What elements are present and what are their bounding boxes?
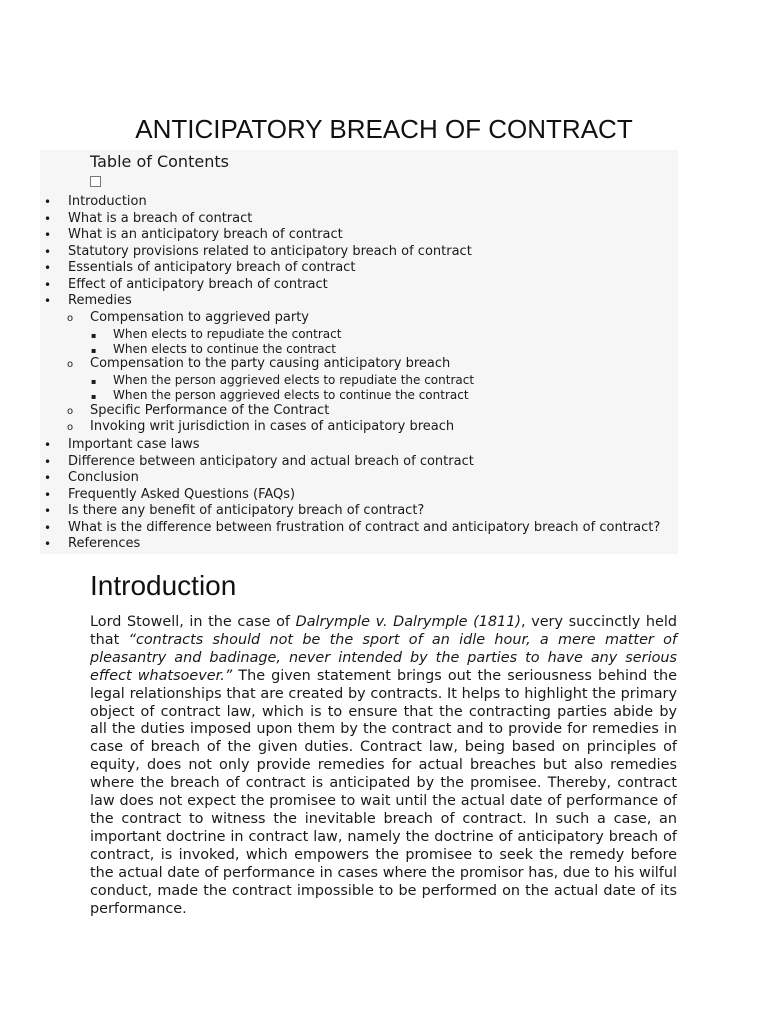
toc-link[interactable]: Effect of anticipatory breach of contract xyxy=(68,276,328,292)
toc-link[interactable]: Important case laws xyxy=(68,437,200,452)
toc-toggle-checkbox[interactable] xyxy=(90,176,101,187)
toc-link[interactable]: Specific Performance of the Contract xyxy=(90,403,330,418)
toc-link[interactable]: What is a breach of contract xyxy=(68,210,253,226)
toc-bullet-icon: • xyxy=(44,195,52,209)
toc-bullet-icon: • xyxy=(44,294,52,308)
document-title: ANTICIPATORY BREACH OF CONTRACT xyxy=(135,114,633,144)
intro-text-part1: Lord Stowell, in the case of xyxy=(90,614,296,630)
toc-bullet-icon: o xyxy=(67,359,74,370)
intro-text-part2: , very succinctly held that xyxy=(90,614,677,648)
introduction-paragraph xyxy=(90,614,677,918)
toc-bullet-icon: • xyxy=(44,454,52,469)
toc-bullet-icon: ▪ xyxy=(91,346,97,355)
toc-bullet-icon: • xyxy=(44,277,52,292)
toc-link[interactable]: Difference between anticipatory and actual breach of contract xyxy=(68,453,474,469)
toc-bullet-icon: o xyxy=(67,422,74,433)
toc-bullet-icon: ▪ xyxy=(91,392,97,401)
introduction-heading: Introduction xyxy=(90,570,237,601)
toc-bullet-icon: • xyxy=(44,504,52,518)
toc-link[interactable]: When the person aggrieved elects to repudiate the contract xyxy=(113,373,475,387)
toc-bullet-icon: • xyxy=(44,244,52,259)
toc-link[interactable]: Compensation to the party causing anticipatory breach xyxy=(90,356,451,371)
intro-text-part3: The given statement brings out the seriousness behind the legal relationships that are created by contracts. It helps to highlight the primary object of contract law, which is to ensure that the contracting parties abide by all the duties imposed upon them by the contract and to provide for remedies in case of breach of the given duties. Contract law, being based on principles of equity, does not only provide remedies for actual breaches but also remedies where the breach of contract is anticipated by the promisee. Thereby, contract law does not expect the promisee to wait until the actual date of performance of the contract to witness the inevitable breach of contract. In such a case, an important doctrine in contract law, namely the doctrine of anticipatory breach of contract, is invoked, which empowers the promisee to seek the remedy before the actual date of performance in cases where the promisor has, due to his wilful conduct, made the contract impossible to be performed on the actual date of its performance. xyxy=(90,667,677,917)
toc-link[interactable]: Introduction xyxy=(68,194,147,209)
toc-link[interactable]: Invoking writ jurisdiction in cases of anticipatory breach xyxy=(90,419,455,434)
toc-link[interactable]: When the person aggrieved elects to continue the contract xyxy=(113,388,469,402)
toc-link[interactable]: When elects to repudiate the contract xyxy=(113,327,342,341)
toc-link[interactable]: What is an anticipatory breach of contract xyxy=(68,227,343,242)
toc-bullet-icon: • xyxy=(44,520,52,535)
toc-link[interactable]: Compensation to aggrieved party xyxy=(90,309,309,325)
toc-link[interactable]: What is the difference between frustration of contract and anticipatory breach of contract? xyxy=(68,519,661,535)
toc-link[interactable]: Remedies xyxy=(68,293,132,308)
toc-bullet-icon: • xyxy=(44,261,52,275)
toc-link[interactable]: Is there any benefit of anticipatory breach of contract? xyxy=(68,503,425,518)
toc-bullet-icon: • xyxy=(44,228,52,242)
toc-bullet-icon: ▪ xyxy=(91,331,97,340)
intro-case-name: Dalrymple v. Dalrymple (1811) xyxy=(295,614,521,630)
toc-bullet-icon: • xyxy=(44,487,52,502)
toc-bullet-icon: o xyxy=(67,312,74,324)
toc-heading: Table of Contents xyxy=(90,152,229,171)
toc-bullet-icon: • xyxy=(44,211,52,226)
toc-link[interactable]: Frequently Asked Questions (FAQs) xyxy=(68,486,296,502)
toc-link[interactable]: Statutory provisions related to anticipatory breach of contract xyxy=(68,243,472,259)
toc-bullet-icon: • xyxy=(44,438,52,452)
toc-link[interactable]: Essentials of anticipatory breach of contract xyxy=(68,260,356,275)
toc-link[interactable]: When elects to continue the contract xyxy=(113,342,336,356)
toc-link[interactable]: References xyxy=(68,536,141,551)
toc-bullet-icon: • xyxy=(44,537,52,551)
intro-quote: “contracts should not be the sport of an idle hour, a mere matter of pleasantry and badinage, never intended by the parties to have any serious effect whatsoever.” xyxy=(90,631,677,684)
toc-bullet-icon: o xyxy=(67,406,74,417)
toc-bullet-icon: • xyxy=(44,471,52,485)
toc-link[interactable]: Conclusion xyxy=(68,470,139,485)
toc-bullet-icon: ▪ xyxy=(91,377,97,386)
